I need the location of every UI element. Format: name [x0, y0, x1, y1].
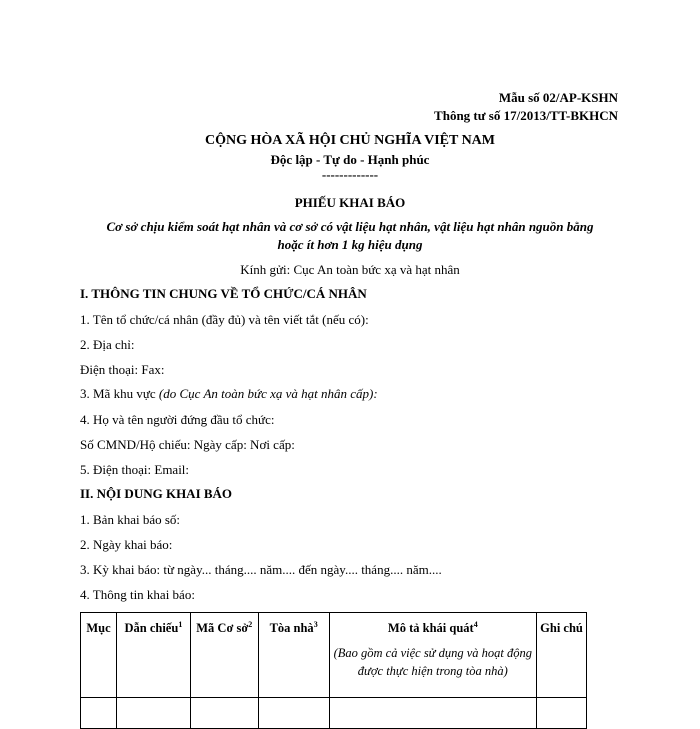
col-header-reference: Dẫn chiếu$^1$ — [116, 613, 190, 698]
field-address: 2. Địa chỉ: — [80, 337, 135, 352]
table-cell — [81, 698, 117, 729]
circular-reference: Thông tư số 17/2013/TT-BKHCN — [434, 108, 618, 123]
form-title: PHIẾU KHAI BÁO — [294, 195, 406, 210]
section2-heading: II. NỘI DUNG KHAI BÁO — [80, 486, 233, 501]
description-note: (Bao gồm cả việc sử dụng và hoạt động được thực hiện trong tòa nhà) — [333, 646, 533, 679]
section1-heading: I. THÔNG TIN CHUNG VỀ TỔ CHỨC/CÁ NHÂN — [80, 286, 367, 301]
field-phone-email: 5. Điện thoại: Email: — [80, 462, 190, 477]
col-header-facility-code: Mã Cơ sở$^2$ — [190, 613, 258, 698]
col-header-description: Mô tả khái quát$^4$ (Bao gồm cả việc sử dụng và hoạt động được thực hiện trong tòa nhà) — [329, 613, 536, 698]
country-name: CỘNG HÒA XÃ HỘI CHỦ NGHĨA VIỆT NAM — [204, 133, 495, 148]
table-row — [81, 698, 587, 729]
field-report-number: 1. Bản khai báo số: — [80, 512, 181, 527]
col-header-item: Mục — [81, 613, 117, 698]
declaration-table — [80, 612, 587, 729]
recipient-line: Kính gửi: Cục An toàn bức xạ và hạt nhân — [240, 262, 460, 277]
header-divider: ------------- — [321, 167, 379, 182]
table-header-row — [81, 613, 587, 698]
field-report-date: 2. Ngày khai báo: — [80, 537, 173, 552]
field-head-name: 4. Họ và tên người đứng đầu tổ chức: — [80, 412, 275, 427]
field-org-name: 1. Tên tổ chức/cá nhân (đầy đủ) và tên viết tắt (nếu có): — [80, 312, 369, 327]
area-code-note: (do Cục An toàn bức xạ và hạt nhân cấp): — [158, 386, 378, 401]
field-id-card: Số CMND/Hộ chiếu: Ngày cấp: Nơi cấp: — [80, 437, 295, 452]
col-header-building: Tòa nhà$^3$ — [258, 613, 329, 698]
form-subtitle-line2: hoặc ít hơn 1 kg hiệu dụng — [277, 237, 423, 252]
table-cell — [258, 698, 329, 729]
national-motto: Độc lập - Tự do - Hạnh phúc — [270, 152, 430, 167]
table-cell — [190, 698, 258, 729]
col-header-notes: Ghi chú — [537, 613, 587, 698]
form-subtitle-line1: Cơ sở chịu kiểm soát hạt nhân và cơ sở có vật liệu hạt nhân, vật liệu hạt nhân nguồn bằng — [106, 219, 594, 234]
form-number: Mẫu số 02/AP-KSHN — [498, 90, 618, 105]
area-code-label: 3. Mã khu vực — [80, 386, 159, 401]
field-phone-fax: Điện thoại: Fax: — [80, 362, 165, 377]
field-area-code — [80, 386, 378, 402]
field-report-info: 4. Thông tin khai báo: — [80, 587, 195, 602]
table-cell — [116, 698, 190, 729]
field-report-period: 3. Kỳ khai báo: từ ngày... tháng.... năm.... đến ngày.... tháng.... năm.... — [80, 562, 442, 577]
table-cell — [537, 698, 587, 729]
table-cell — [329, 698, 536, 729]
